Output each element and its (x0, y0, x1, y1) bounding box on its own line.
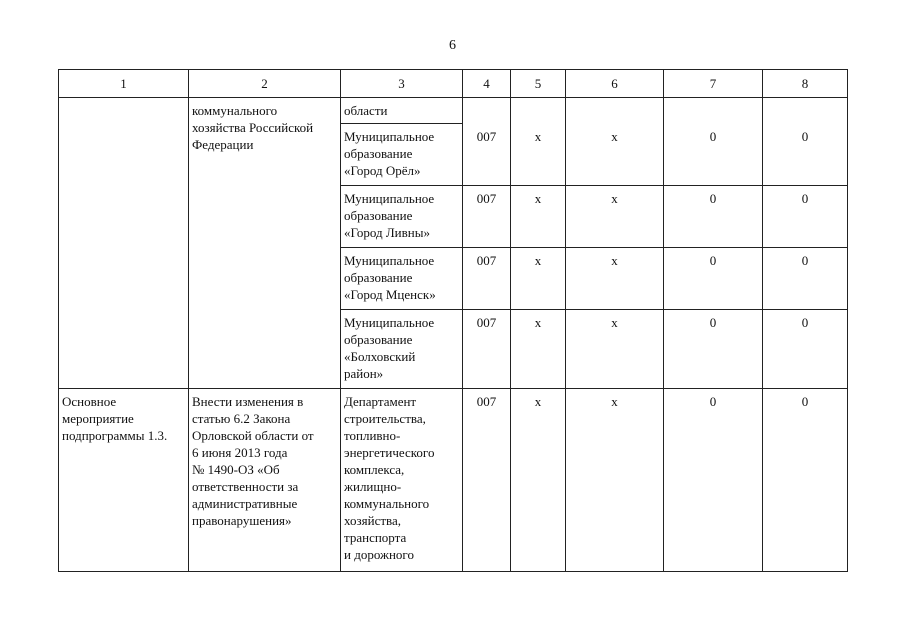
cell-col5: х (511, 248, 566, 310)
cell-empty (463, 98, 511, 124)
header-col-6: 6 (566, 70, 664, 98)
cell-code: 007 (463, 124, 511, 186)
cell-org: Муниципальное образование «Город Ливны» (341, 186, 463, 248)
cell-empty (763, 98, 848, 124)
cell-code: 007 (463, 310, 511, 389)
table-header-row (59, 70, 848, 98)
cell-col8: 0 (763, 310, 848, 389)
cell-col8: 0 (763, 124, 848, 186)
cell-col7: 0 (664, 186, 763, 248)
cell-code: 007 (463, 389, 511, 572)
cell-col1-merged (59, 98, 189, 389)
cell-activity-description: Внести изменения в статью 6.2 Закона Орловской области от 6 июня 2013 года № 1490-ОЗ «Об ответственности за административные правонарушения» (189, 389, 341, 572)
page-number: 6 (449, 38, 456, 53)
cell-org: Муниципальное образование «Болховский район» (341, 310, 463, 389)
table-row-continued (59, 98, 848, 124)
cell-activity-name: Основное мероприятие подпрограммы 1.3. (59, 389, 189, 572)
header-col-1: 1 (59, 70, 189, 98)
cell-col6: х (566, 248, 664, 310)
cell-code: 007 (463, 186, 511, 248)
cell-empty (566, 98, 664, 124)
cell-org: Муниципальное образование «Город Орёл» (341, 124, 463, 186)
cell-col8: 0 (763, 186, 848, 248)
cell-col6: х (566, 310, 664, 389)
cell-empty (664, 98, 763, 124)
cell-col5: х (511, 310, 566, 389)
cell-empty (511, 98, 566, 124)
header-col-8: 8 (763, 70, 848, 98)
cell-org: Муниципальное образование «Город Мценск» (341, 248, 463, 310)
header-col-3: 3 (341, 70, 463, 98)
budget-table (58, 69, 848, 572)
cell-col8: 0 (763, 248, 848, 310)
cell-code: 007 (463, 248, 511, 310)
cell-col2-continued: коммунального хозяйства Российской Федерации (189, 98, 341, 389)
cell-org: Департамент строительства, топливно- энергетического комплекса, жилищно- коммунального хозяйства, транспорта и дорожного (341, 389, 463, 572)
cell-col7: 0 (664, 124, 763, 186)
cell-col7: 0 (664, 248, 763, 310)
cell-col6: х (566, 389, 664, 572)
cell-col7: 0 (664, 310, 763, 389)
cell-col6: х (566, 124, 664, 186)
cell-col6: х (566, 186, 664, 248)
cell-col7: 0 (664, 389, 763, 572)
cell-col3-continued: области (341, 98, 463, 124)
table-row-main-activity (59, 389, 848, 572)
cell-col5: х (511, 124, 566, 186)
cell-col5: х (511, 186, 566, 248)
header-col-2: 2 (189, 70, 341, 98)
header-col-4: 4 (463, 70, 511, 98)
header-col-5: 5 (511, 70, 566, 98)
cell-col8: 0 (763, 389, 848, 572)
cell-col5: х (511, 389, 566, 572)
header-col-7: 7 (664, 70, 763, 98)
